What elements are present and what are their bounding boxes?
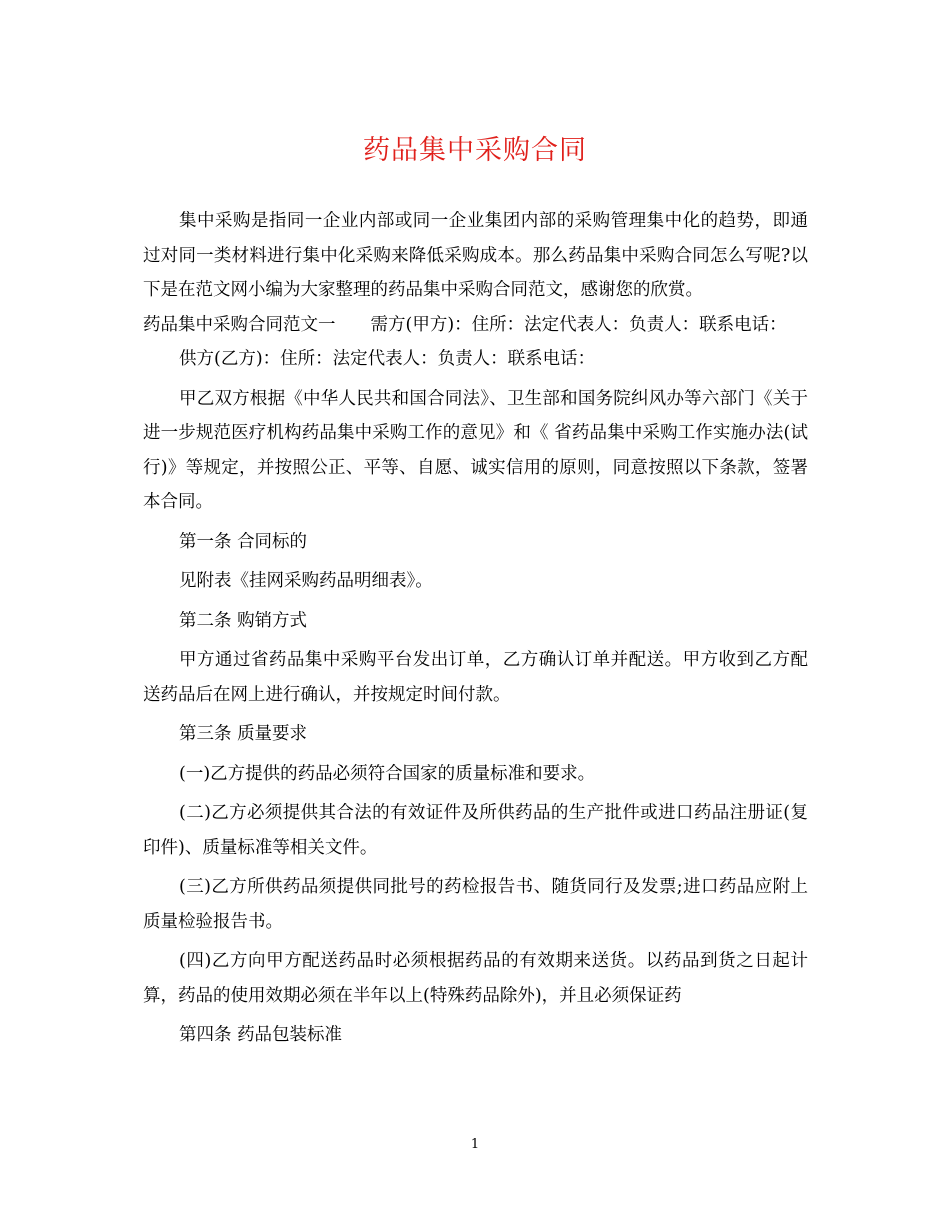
article-3-item-1: (一)乙方提供的药品必须符合国家的质量标准和要求。 bbox=[179, 763, 596, 784]
contract-parties-supplier: 供方(乙方)：住所：法定代表人：负责人：联系电话： bbox=[179, 349, 596, 369]
contract-parties-buyer: 药品集中采购合同范文一 需方(甲方)：住所：法定代表人：负责人：联系电话： bbox=[143, 314, 787, 335]
article-3-heading: 第三条 质量要求 bbox=[179, 724, 308, 744]
document-body bbox=[143, 204, 808, 1053]
article-3-item-2: (二)乙方必须提供其合法的有效证件及所供药品的生产批件或进口药品注册证(复印件)、质量标准等相关文件。 bbox=[143, 803, 808, 858]
article-1-content: 见附表《挂网采购药品明细表》。 bbox=[179, 571, 433, 591]
article-1-heading: 第一条 合同标的 bbox=[179, 531, 308, 552]
article-2-heading: 第二条 购销方式 bbox=[179, 610, 308, 631]
article-3-item-3: (三)乙方所供药品须提供同批号的药检报告书、随货同行及发票;进口药品应附上质量检验报告书。 bbox=[143, 877, 808, 932]
page-number: 1 bbox=[470, 1137, 480, 1152]
article-2-content: 甲方通过省药品集中采购平台发出订单，乙方确认订单并配送。甲方收到乙方配送药品后在网上进行确认，并按规定时间付款。 bbox=[143, 650, 808, 705]
contract-basis-paragraph: 甲乙双方根据《中华人民共和国合同法》、卫生部和国务院纠风办等六部门《关于进一步规范医疗机构药品集中采购工作的意见》和《 省药品集中采购工作实施办法(试行)》等规定，并按照公正、平等、自愿、诚实信用的原则，同意按照以下条款，签署本合同。 bbox=[143, 388, 808, 512]
article-3-item-4: (四)乙方向甲方配送药品时必须根据药品的有效期来送货。以药品到货之日起计算，药品的使用效期必须在半年以上(特殊药品除外)，并且必须保证药 bbox=[143, 951, 808, 1006]
document-title: 药品集中采购合同 bbox=[363, 135, 587, 166]
intro-paragraph: 集中采购是指同一企业内部或同一企业集团内部的采购管理集中化的趋势，即通过对同一类材料进行集中化采购来降低采购成本。那么药品集中采购合同怎么写呢?以下是在范文网小编为大家整理的药品集中采购合同范文，感谢您的欣赏。 bbox=[143, 211, 808, 300]
article-4-heading: 第四条 药品包装标准 bbox=[179, 1025, 343, 1045]
